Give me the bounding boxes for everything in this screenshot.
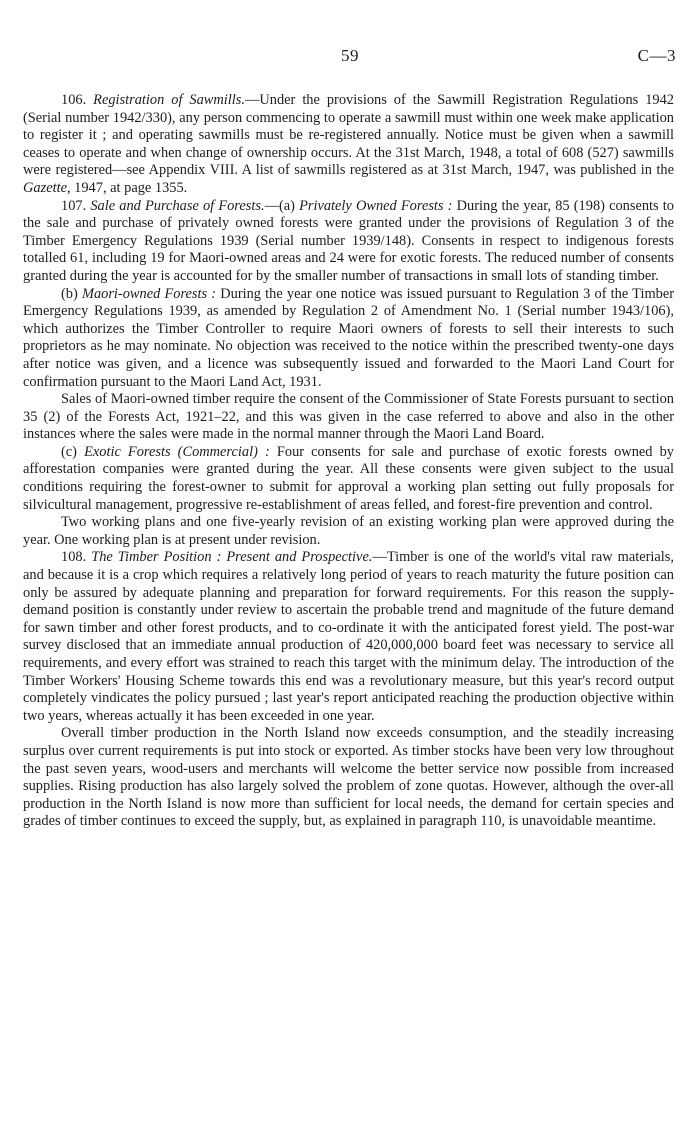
italic-text: The Timber Position : Present and Prospective.: [91, 549, 373, 566]
paragraph-106: [23, 92, 674, 198]
text-run: —Timber is one of the world's vital raw materials, and because it is a crop which requires a relatively long period of years to reach maturity the future position can only be assured by adequate planning and preparation for forward requirements. For this reason the supply-demand position is constantly under review to ascertain the probable trend and magnitude of the future demand for sawn timber and other forest products, and to co-ordinate it with the anticipated forest yield. The post-war survey disclosed that an immediate annual production of 420,000,000 board feet was necessary to service all requirements, and every effort was strained to reach this target with the minimum delay. The introduction of the Timber Workers' Housing Scheme towards this end was a revolutionary measure, but this year's record output completely vindicates the policy pursued ; last year's report anticipated reaching the production objective within two years, whereas actually it has been exceeded in one year.: [23, 549, 675, 724]
text-run: Overall timber production in the North Island now exceeds consumption, and the steadily increasing surplus over current requirements is put into stock or exported. As timber stocks have been very low throughout the past seven years, wood-users and merchants will welcome the better service now possible from increased supplies. Rising production has also largely solved the problem of zone quotas. However, although the over-all production in the North Island is now more than sufficient for local needs, the demand for certain species and grades of timber continues to exceed the supply, but, as explained in paragraph 110, is unavoidable meantime.: [23, 725, 674, 830]
italic-text: Gazette,: [23, 179, 71, 196]
paragraph-107b-sales: [23, 391, 674, 444]
paragraph-108: [23, 549, 674, 725]
text-run: During the year one notice was issued pursuant to Regulation 3 of the Timber Emergency Regulations 1939, as amended by Regulation 2 of Amendment No. 1 (Serial number 1943/106), which authorizes the Timber Controller to require Maori owners of forests to sell their interests to such proprietors as he may nominate. No objection was received to the notice within the prescribed twenty-one days after notice was given, and a licence was subsequently issued and forwarded to the Maori Land Court for confirmation pursuant to the Maori Land Act, 1931.: [23, 285, 675, 390]
italic-text: Registration of Sawmills.: [93, 92, 245, 108]
italic-text: Exotic Forests (Commercial) :: [84, 443, 270, 460]
paragraph-108-production: [23, 725, 674, 831]
paragraph-107c-working-plans: [23, 514, 674, 549]
paragraph-107c: [23, 444, 674, 514]
paragraph-107a: [23, 198, 674, 286]
text-run: —(a): [264, 197, 300, 214]
text-run: 1947, at page 1355.: [70, 179, 188, 196]
text-run: Sales of Maori-owned timber require the consent of the Commissioner of State Forests pursuant to section 35 (2) of the Forests Act, 1921–22, and this was given in the case referred to above and also in the other instances where the sales were made in the normal manner through the Maori Land Board.: [23, 391, 674, 443]
page-number: 59: [341, 46, 359, 65]
text-run: 107.: [61, 197, 91, 214]
text-run: During the year, 85 (198) consents to the sale and purchase of privately owned forests were granted under the provisions of Regulation 3 of the Timber Emergency Regulations 1939 (Serial number 1939/148). Consents in respect to indigenous forests totalled 61, including 19 for Maori-owned areas and 24 were for exotic forests. The reduced number of consents granted during the year is accounted for by the smaller number of transactions in small lots of standing timber.: [23, 197, 674, 284]
italic-text: Privately Owned Forests :: [299, 197, 453, 214]
text-run: (c): [61, 443, 85, 460]
paragraph-107b: [23, 286, 674, 392]
text-run: —Under the provisions of the Sawmill Registration Regulations 1942 (Serial number 1942/330), any person commencing to operate a sawmill must within one week make application to register it ; and operating sawmills must be re-registered annually. Notice must be given when a sawmill ceases to operate and when change of ownership occurs. At the 31st March, 1948, a total of 608 (527) sawmills were registered—see Appendix VIII. A list of sawmills registered as at 31st March, 1947, was published in the: [23, 92, 674, 179]
italic-text: Sale and Purchase of Forests.: [90, 197, 265, 214]
text-run: 106.: [61, 92, 94, 108]
page-body: [23, 92, 674, 831]
text-run: Two working plans and one five-yearly revision of an existing working plan were approved during the year. One working plan is at present under revision.: [23, 514, 674, 548]
document-code: C—3: [637, 46, 676, 65]
italic-text: Maori-owned Forests :: [81, 285, 217, 302]
text-run: Four consents for sale and purchase of exotic forests owned by afforestation companies were granted during the year. All these consents were given subject to the usual conditions requiring the forest-owner to submit for approval a working plan setting out fully proposals for silvicultural management, progressive re-establishment of areas felled, and forest-fire prevention and control.: [23, 443, 674, 513]
text-run: 108.: [61, 549, 92, 566]
text-run: (b): [61, 285, 82, 302]
